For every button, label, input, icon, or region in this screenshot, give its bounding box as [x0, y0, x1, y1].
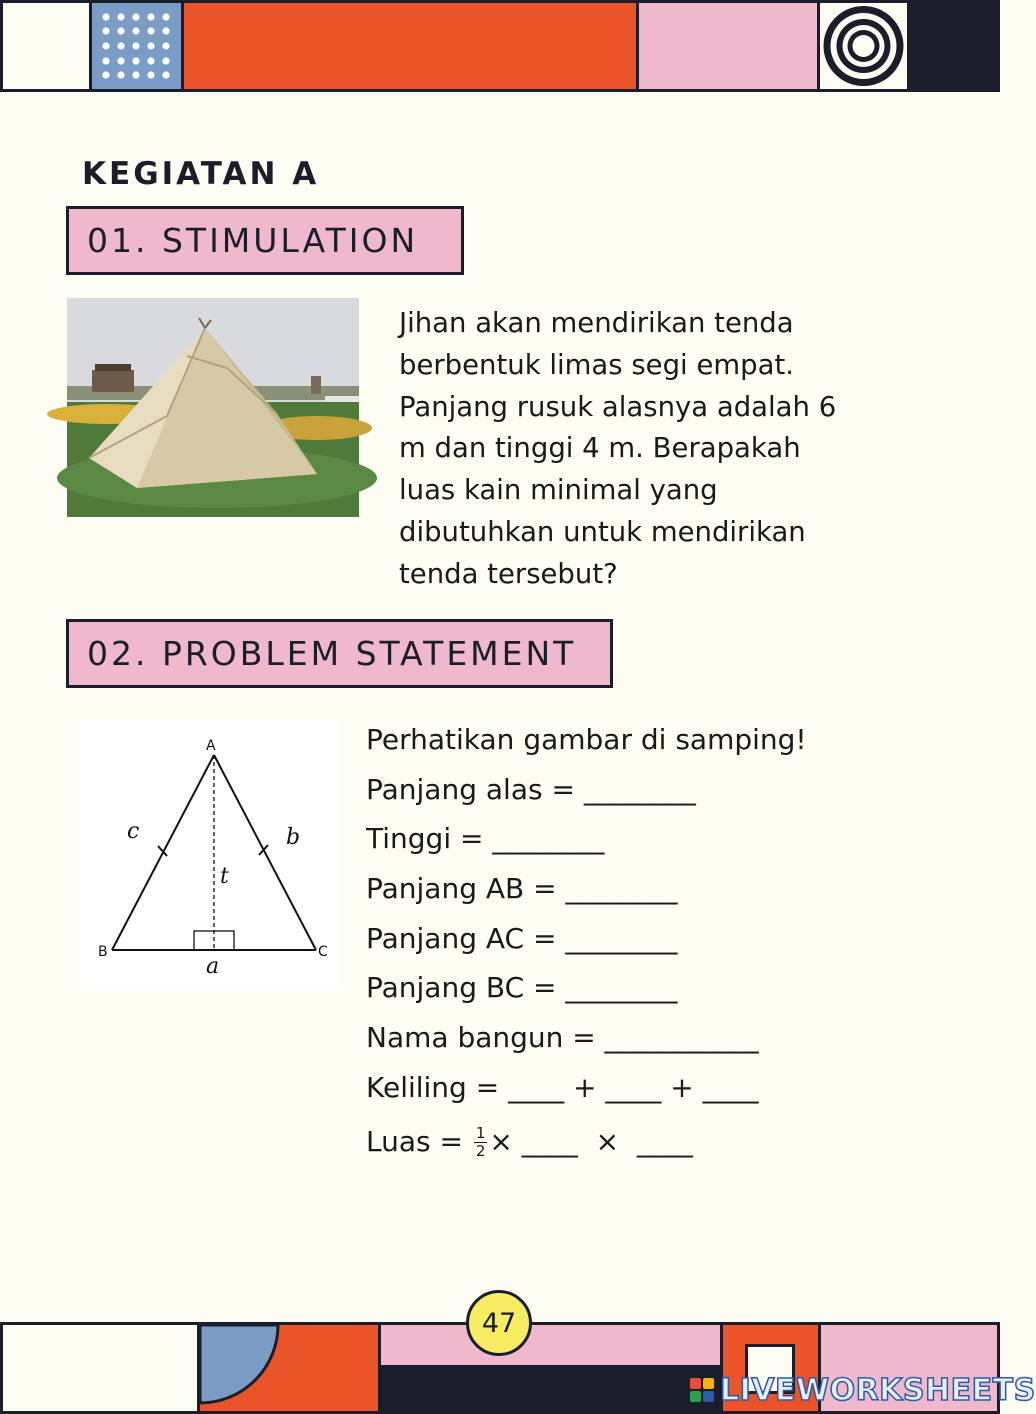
bottom-cream-block — [0, 1322, 200, 1414]
quarter-circle-block — [197, 1322, 381, 1414]
base-label-a: a — [206, 954, 220, 979]
dot-grid-pattern — [89, 0, 184, 92]
perimeter-blank: Keliling = ____ + ____ + ____ — [366, 1070, 759, 1104]
bottom-navy-strip — [378, 1365, 723, 1414]
bc-length-blank: Panjang BC = ________ — [366, 971, 678, 1005]
base-length-blank: Panjang alas = ________ — [366, 772, 696, 806]
stimulation-line: Jihan akan mendirikan tenda — [399, 307, 794, 339]
isosceles-triangle-diagram — [80, 720, 340, 990]
problem-statement-lines — [366, 720, 807, 1167]
top-cream-square — [0, 0, 92, 92]
page-number-badge — [466, 1290, 532, 1356]
shape-name-blank: Nama bangun = ___________ — [366, 1021, 759, 1055]
vertex-label-b: B — [98, 944, 108, 960]
stimulation-line: m dan tinggi 4 m. Berapakah — [399, 432, 801, 465]
top-navy-block — [907, 0, 1000, 92]
activity-title: KEGIATAN A — [82, 156, 320, 192]
liveworksheets-logo-icon — [690, 1378, 714, 1402]
stimulation-line: berbentuk limas segi empat. — [399, 348, 794, 381]
top-orange-block — [181, 0, 639, 92]
page-number: 47 — [481, 1307, 517, 1339]
area-rest: × ____ × ____ — [489, 1124, 693, 1158]
height-label-t: t — [220, 864, 229, 889]
ac-length-blank: Panjang AC = ________ — [366, 921, 678, 955]
stimulation-line: dibutuhkan untuk mendirikan — [399, 515, 806, 548]
watermark-text: LIVEWORKSHEETS — [720, 1372, 1036, 1408]
area-prefix: Luas = — [366, 1124, 472, 1158]
instruction-text: Perhatikan gambar di samping! — [366, 723, 807, 756]
stimulation-line: luas kain minimal yang — [399, 474, 718, 507]
top-decorative-band — [0, 0, 1000, 92]
vertex-label-c: C — [318, 944, 328, 960]
ab-length-blank: Panjang AB = ________ — [366, 872, 678, 906]
vertex-label-a: A — [206, 738, 216, 754]
one-half-fraction — [474, 1125, 488, 1160]
stimulation-section-header — [66, 206, 464, 275]
tent-photo — [67, 298, 359, 517]
height-blank: Tinggi = ________ — [366, 822, 605, 856]
top-pink-block — [636, 0, 820, 92]
bottom-pink-strip — [378, 1322, 723, 1368]
stimulation-line: tenda tersebut? — [399, 557, 618, 590]
area-formula-blank — [366, 1118, 807, 1168]
problem-statement-section-header — [66, 619, 613, 688]
fraction-denominator: 2 — [475, 1142, 486, 1160]
side-label-c: c — [127, 819, 140, 844]
problem-statement-section-title: 02. PROBLEM STATEMENT — [87, 634, 577, 673]
stimulation-section-title: 01. STIMULATION — [87, 221, 419, 260]
fraction-numerator: 1 — [475, 1124, 486, 1142]
stimulation-line: Panjang rusuk alasnya adalah 6 — [399, 390, 837, 423]
stimulation-problem-text — [399, 303, 899, 596]
side-label-b: b — [286, 825, 301, 850]
liveworksheets-watermark[interactable] — [690, 1372, 1036, 1408]
concentric-circles-icon — [817, 0, 910, 92]
